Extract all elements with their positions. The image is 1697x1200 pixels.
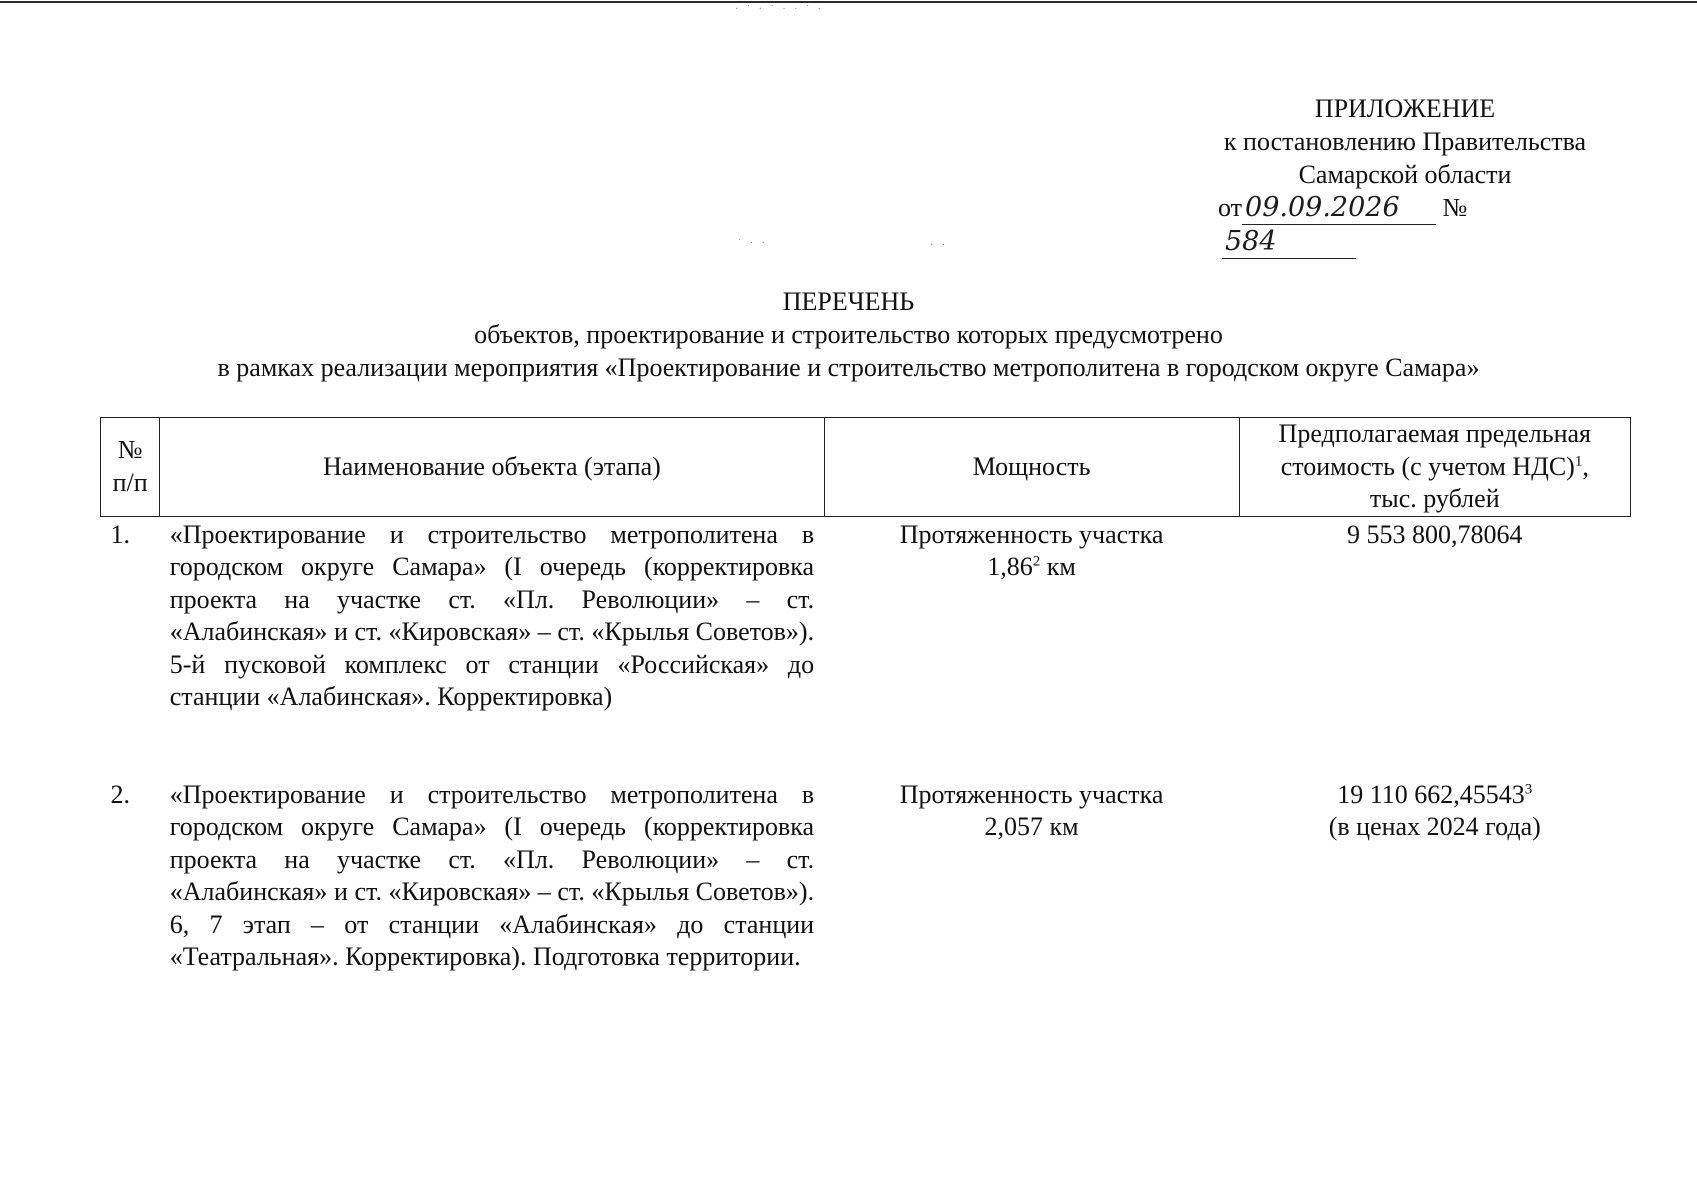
appendix-block xyxy=(1205,92,1605,259)
footnote-mark: 3 xyxy=(1524,780,1533,797)
capacity-unit: км xyxy=(1043,812,1079,841)
document-heading xyxy=(0,285,1697,384)
table-header-row xyxy=(101,418,1631,517)
header-cost-line-3: тыс. рублей xyxy=(1369,484,1500,513)
row-number: 1. xyxy=(110,519,130,549)
row-object-name: «Проектирование и строительство метрополитена в городском округе Самара» (I очередь (корректировка проекта на участке ст. «Пл. Революции» – ст. «Алабинская» и ст. «Кировская» – ст. «Крылья Советов»). 5-й пусковой комплекс от станции «Российская» до станции «Алабинская». Корректировка) xyxy=(169,519,815,711)
row-cost xyxy=(1239,777,1630,1069)
header-name: Наименование объекта (этапа) xyxy=(160,418,824,517)
capacity-unit: км xyxy=(1040,552,1076,581)
heading-title: ПЕРЕЧЕНЬ xyxy=(782,287,915,316)
appendix-title: ПРИЛОЖЕНИЕ xyxy=(1314,94,1496,123)
scan-edge-line xyxy=(0,1,1697,3)
header-number xyxy=(101,418,160,517)
footnote-mark: 2 xyxy=(1032,553,1041,570)
handwritten-number: 584 xyxy=(1222,225,1356,259)
capacity-label: Протяженность участка xyxy=(899,779,1164,809)
table-row xyxy=(101,516,1631,777)
cost-note: (в ценах 2024 года) xyxy=(1328,812,1541,841)
header-capacity: Мощность xyxy=(824,418,1239,517)
header-cost xyxy=(1239,418,1630,517)
header-cost-line-1: Предполагаемая предельная xyxy=(1278,419,1591,448)
row-capacity xyxy=(824,777,1239,1069)
row-object-name: «Проектирование и строительство метрополитена в городском округе Самара» (I очередь (корректировка проекта на участке ст. «Пл. Революции» – ст. «Алабинская» и ст. «Кировская» – ст. «Крылья Советов»). 6, 7 этап – от станции «Алабинская» до станции «Театральная». Корректировка). Подготовка территории. xyxy=(169,779,815,971)
scan-speck: · · xyxy=(930,240,949,251)
header-number-line-2: п/п xyxy=(112,467,148,497)
capacity-value-line xyxy=(834,811,1229,844)
objects-table xyxy=(100,417,1631,1069)
scan-speck: · ˙ · ˙ · · ˙ · xyxy=(735,4,825,15)
row-cost xyxy=(1239,516,1630,777)
date-prefix: от xyxy=(1218,193,1243,222)
heading-line-1: объектов, проектирование и строительство которых предусмотрено xyxy=(474,320,1223,349)
capacity-value-line xyxy=(834,551,1229,584)
header-cost-text: стоимость (с учетом НДС) xyxy=(1280,451,1575,481)
header-number-line-1: № xyxy=(117,435,143,465)
footnote-mark: 1 xyxy=(1574,452,1583,469)
cost-value: 9 553 800,78064 xyxy=(1347,519,1523,549)
appendix-line-1: к постановлению Правительства xyxy=(1223,127,1587,156)
capacity-label: Протяженность участка xyxy=(899,519,1164,549)
number-prefix: № xyxy=(1442,193,1468,222)
cost-value-line xyxy=(1249,519,1620,552)
capacity-value: 1,86 xyxy=(987,552,1033,581)
row-number: 2. xyxy=(110,779,130,809)
scan-speck: ˙ · · xyxy=(738,238,768,249)
row-capacity xyxy=(824,516,1239,777)
table-row xyxy=(101,777,1631,1069)
appendix-date-row xyxy=(1205,191,1605,259)
header-cost-line-2 xyxy=(1246,451,1624,484)
header-cost-comma: , xyxy=(1582,451,1589,481)
cost-value-line xyxy=(1249,779,1620,812)
cost-value: 19 110 662,45543 xyxy=(1337,779,1525,809)
heading-line-2: в рамках реализации мероприятия «Проектирование и строительство метрополитена в городском округе Самара» xyxy=(217,353,1480,382)
appendix-line-2: Самарской области xyxy=(1298,160,1512,189)
capacity-value: 2,057 xyxy=(984,812,1044,841)
handwritten-date: 09.09.2026 xyxy=(1242,191,1436,225)
